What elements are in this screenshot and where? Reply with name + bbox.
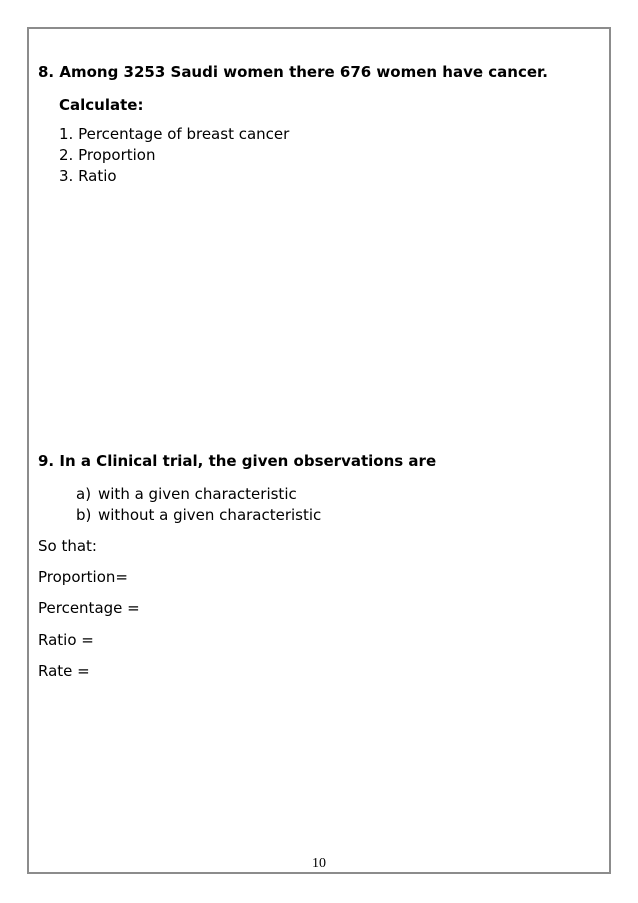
list-item [59, 167, 117, 185]
item-letter: b) [76, 506, 92, 524]
calculate-label: Calculate: [59, 96, 144, 114]
item-text: with a given characteristic [98, 485, 297, 503]
question-8-heading: 8. Among 3253 Saudi women there 676 women have cancer. [38, 63, 548, 81]
list-item [76, 485, 297, 503]
proportion-label: Proportion= [38, 568, 128, 586]
so-that-label: So that: [38, 537, 97, 555]
item-text: Proportion [78, 146, 156, 164]
item-letter: a) [76, 485, 92, 503]
item-text: Percentage of breast cancer [78, 125, 290, 143]
percentage-label: Percentage = [38, 599, 140, 617]
item-number: 1. [59, 125, 74, 143]
item-text: Ratio [78, 167, 117, 185]
list-item [59, 125, 289, 143]
item-text: without a given characteristic [98, 506, 322, 524]
list-item [59, 146, 156, 164]
list-item [76, 506, 321, 524]
ratio-label: Ratio = [38, 631, 94, 649]
question-9-heading: 9. In a Clinical trial, the given observations are [38, 452, 437, 470]
rate-label: Rate = [38, 662, 90, 680]
item-number: 3. [59, 167, 74, 185]
item-number: 2. [59, 146, 74, 164]
page-number: 10 [312, 856, 326, 871]
